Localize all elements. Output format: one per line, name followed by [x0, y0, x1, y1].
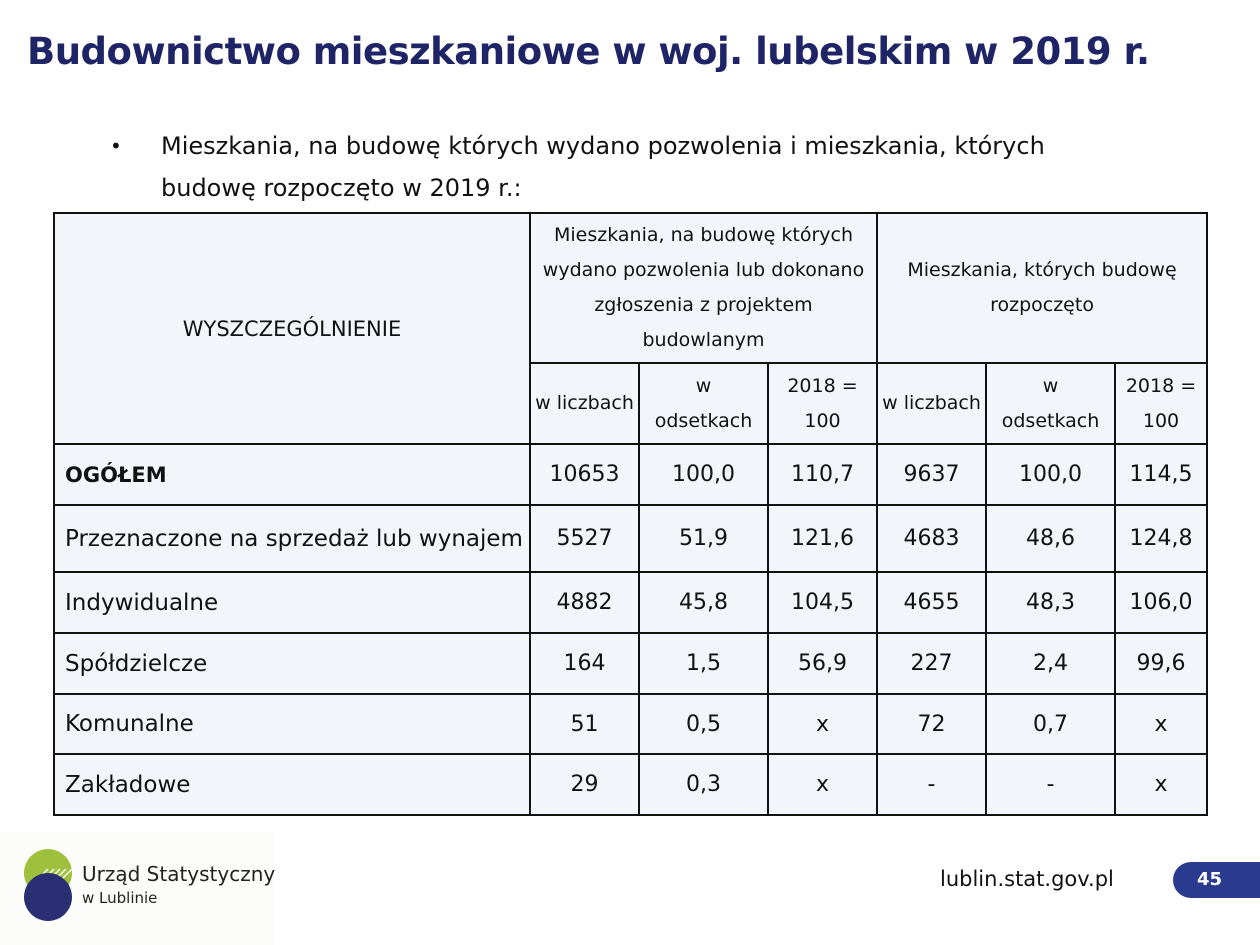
table-cell: 110,7 [768, 444, 877, 505]
table-cell: x [1115, 694, 1207, 754]
table-cell: 106,0 [1115, 572, 1207, 633]
table-cell: - [986, 754, 1115, 815]
row-label: Przeznaczone na sprzedaż lub wynajem [54, 505, 530, 572]
bullet-text: Mieszkania, na budowę których wydano pozwolenia i mieszkania, których budowę rozpoczęto w 2019 r.: [161, 132, 1045, 202]
table-cell: 51,9 [639, 505, 768, 572]
table-cell: 72 [877, 694, 986, 754]
table-cell: 100,0 [639, 444, 768, 505]
table-cell: 99,6 [1115, 633, 1207, 694]
subheader-cell: w liczbach [877, 363, 986, 444]
table-cell: 121,6 [768, 505, 877, 572]
table-row [54, 444, 1207, 505]
housing-table [53, 212, 1208, 816]
table-cell: 0,7 [986, 694, 1115, 754]
table-cell: 114,5 [1115, 444, 1207, 505]
table-cell: 124,8 [1115, 505, 1207, 572]
table-cell: 29 [530, 754, 639, 815]
table-cell: 4683 [877, 505, 986, 572]
table-cell: 9637 [877, 444, 986, 505]
table-cell: 164 [530, 633, 639, 694]
row-label: Zakładowe [54, 754, 530, 815]
table-cell: 104,5 [768, 572, 877, 633]
row-label: Spółdzielcze [54, 633, 530, 694]
table-cell: 4655 [877, 572, 986, 633]
table-row [54, 633, 1207, 694]
table-cell: 0,5 [639, 694, 768, 754]
table-row [54, 694, 1207, 754]
table-cell: 56,9 [768, 633, 877, 694]
page-title: Budownictwo mieszkaniowe w woj. lubelskim w 2019 r. [27, 30, 1150, 73]
group-header-started: Mieszkania, których budowę rozpoczęto [877, 213, 1207, 363]
table-cell: 51 [530, 694, 639, 754]
subheader-cell: 2018 = 100 [768, 363, 877, 444]
table-cell: 0,3 [639, 754, 768, 815]
row-label: Komunalne [54, 694, 530, 754]
table-cell: 10653 [530, 444, 639, 505]
subheader-cell: w odsetkach [639, 363, 768, 444]
org-subtitle: w Lublinie [82, 889, 158, 907]
table-row [54, 754, 1207, 815]
subheader-cell: w liczbach [530, 363, 639, 444]
table-cell: 4882 [530, 572, 639, 633]
table-cell: x [768, 754, 877, 815]
table-cell: 48,6 [986, 505, 1115, 572]
table-row [54, 572, 1207, 633]
group-header-permits: Mieszkania, na budowę których wydano pozwolenia lub dokonano zgłoszenia z projektem budowlanym [530, 213, 877, 363]
table-header-row [54, 213, 1207, 363]
subheader-cell: 2018 = 100 [1115, 363, 1207, 444]
page-number-badge: 45 [1173, 862, 1260, 898]
table-cell: 227 [877, 633, 986, 694]
table-cell: x [768, 694, 877, 754]
table-row [54, 505, 1207, 572]
org-name: Urząd Statystyczny [82, 862, 276, 886]
website-link[interactable]: lublin.stat.gov.pl [940, 867, 1114, 891]
row-label: Indywidualne [54, 572, 530, 633]
table-cell: 100,0 [986, 444, 1115, 505]
table-cell: 45,8 [639, 572, 768, 633]
row-label: OGÓŁEM [54, 444, 530, 505]
logo-navy-circle-icon [24, 873, 72, 921]
table-cell: - [877, 754, 986, 815]
table-cell: x [1115, 754, 1207, 815]
subheader-cell: w odsetkach [986, 363, 1115, 444]
table-cell: 2,4 [986, 633, 1115, 694]
bullet-marker: • [110, 134, 122, 158]
table-cell: 1,5 [639, 633, 768, 694]
table-cell: 5527 [530, 505, 639, 572]
row-header-cell: WYSZCZEGÓLNIENIE [54, 213, 530, 444]
table-cell: 48,3 [986, 572, 1115, 633]
